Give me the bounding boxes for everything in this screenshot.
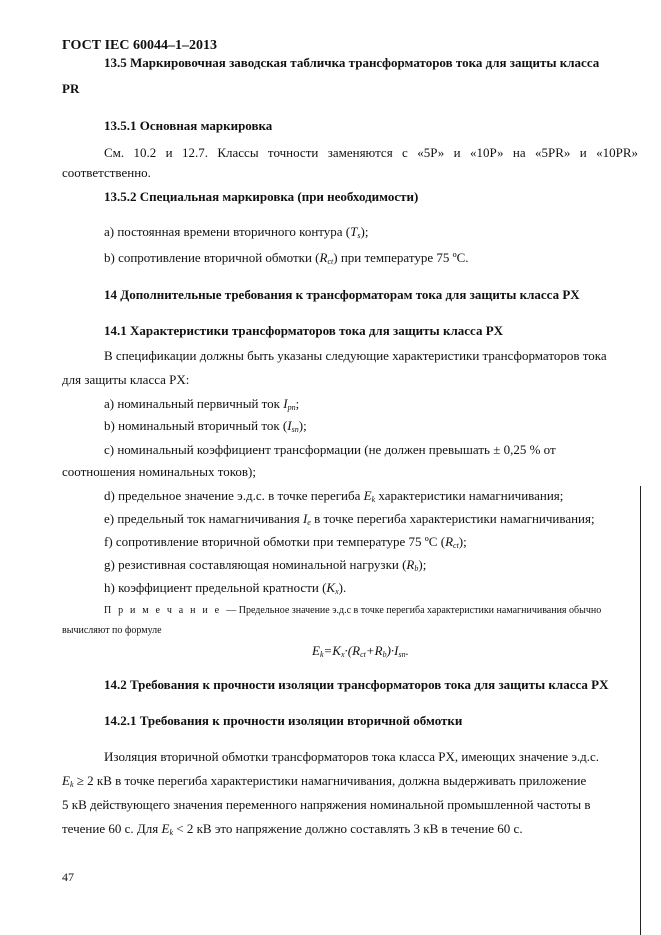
section-13-5-1-text-line2: соответственно. [62,165,151,180]
section-13-5-1-heading: 13.5.1 Основная маркировка [104,118,273,133]
section-13-5-1-text-line1: См. 10.2 и 12.7. Классы точности заменяются с «5Р» и «10Р» на «5PR» и «10PR» [104,145,638,160]
doc-header: ГОСТ IEC 60044–1–2013 [62,38,217,53]
section-14-1-heading: 14.1 Характеристики трансформаторов тока для защиты класса PX [104,323,504,338]
insulation-text-line4: течение 60 с. Для $E_k < 2$ кВ это напряжение должно составлять 3 кВ в течение 60 с. [62,821,523,837]
note-label: П р и м е ч а н и е [104,605,222,616]
char-item-c-line1: c) номинальный коэффициент трансформации (не должен превышать ± 0,25 % от [104,442,556,457]
marking-item-b: b) сопротивление вторичной обмотки $(R_{ct})$ при температуре 75 ºC. [104,250,469,266]
char-item-a: а) номинальный первичный ток $I_{pn}$; [104,396,300,412]
section-14-1-intro-line2: для защиты класса PX: [62,372,190,387]
char-item-h: h) коэффициент предельной кратности $(K_x)$. [104,580,347,596]
note-line2: вычисляют по формуле [62,625,162,636]
char-item-d: d) предельное значение э.д.с. в точке перегиба $E_k$ характеристики намагничивания; [104,488,564,504]
insulation-text-line1: Изоляция вторичной обмотки трансформаторов тока класса PX, имеющих значение э.д.с. [104,749,600,764]
section-13-5-heading-line1: 13.5 Маркировочная заводская табличка трансформаторов тока для защиты класса [104,55,600,70]
marking-item-a: а) постоянная времени вторичного контура $(T_s)$; [104,224,369,240]
char-item-g: g) резистивная составляющая номинальной нагрузки $(R_b)$; [104,557,427,573]
page-number: 47 [62,870,74,884]
section-14-heading: 14 Дополнительные требования к трансформаторам тока для защиты класса PX [104,287,580,302]
section-13-5-heading-line2: PR [62,81,80,96]
insulation-text-line3: 5 кВ действующего значения переменного напряжения номинальной промышленной частоты в [62,797,591,812]
section-14-2-1-heading: 14.2.1 Требования к прочности изоляции вторичной обмотки [104,713,463,728]
section-14-2-heading: 14.2 Требования к прочности изоляции трансформаторов тока для защиты класса PX [104,677,609,692]
char-item-e: e) предельный ток намагничивания $I_e$ в точке перегиба характеристики намагничивания; [104,511,595,527]
char-item-c-line2: соотношения номинальных токов); [62,464,256,479]
char-item-f: f) сопротивление вторичной обмотки при температуре 75 ºC $(R_{ct})$; [104,534,467,550]
note-line1: П р и м е ч а н и е — Предельное значение э.д.с в точке перегиба характеристики намагничивания обычно [104,605,602,616]
formula: $E_k=K_x\cdot(R_{ct}+R_b)\cdot I_{sn}$. [312,643,409,659]
section-14-1-intro-line1: В спецификации должны быть указаны следующие характеристики трансформаторов тока [104,348,607,363]
section-13-5-2-heading: 13.5.2 Специальная маркировка (при необходимости) [104,189,419,204]
margin-rule [640,486,641,935]
char-item-b: b) номинальный вторичный ток $(I_{sn})$; [104,418,307,434]
insulation-text-line2: $E_k \ge 2$ кВ в точке перегиба характеристики намагничивания, должна выдерживать приложение [62,773,587,789]
